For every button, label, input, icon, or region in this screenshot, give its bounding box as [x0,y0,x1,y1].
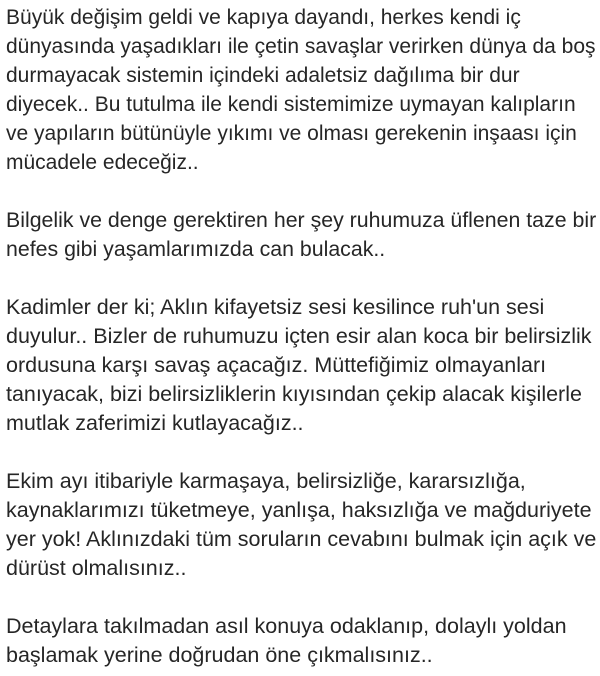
text-line: duyulur.. Bizler de ruhumuzu içten esir alan koca bir belirsizlik [6,324,592,348]
text-line: nefes gibi yaşamlarımızda can bulacak.. [6,237,386,261]
text-line: Detaylara takılmadan asıl konuya odaklanıp, dolaylı yoldan [6,614,567,638]
text-line: mutlak zaferimizi kutlayacağız.. [6,411,304,435]
text-line: dünyasında yaşadıkları ile çetin savaşlar verirken dünya da boş [6,34,596,58]
text-line: durmayacak sistemin içindeki adaletsiz dağılıma bir dur [6,63,520,87]
text-line: Bilgelik ve denge gerektiren her şey ruhumuza üflenen taze bir [6,208,597,232]
text-line: başlamak yerine doğrudan öne çıkmalısınız.. [6,643,433,667]
paragraph-1 [6,3,600,177]
text-line: diyecek.. Bu tutulma ile kendi sistemimize uymayan kalıpların [6,92,576,116]
text-line: dürüst olmalısınız.. [6,556,187,580]
text-line: Ekim ayı itibariyle karmaşaya, belirsizliğe, kararsızlığa, [6,469,526,493]
text-line: Büyük değişim geldi ve kapıya dayandı, herkes kendi iç [6,5,521,29]
paragraph-3 [6,293,592,438]
paragraph-4 [6,467,596,583]
text-line: yer yok! Aklınızdaki tüm soruların cevabını bulmak için açık ve [6,527,597,551]
text-line: kaynaklarımızı tüketmeye, yanlışa, haksızlığa ve mağduriyete [6,498,592,522]
text-line: ve yapıların bütünüyle yıkımı ve olması gerekenin inşaası için [6,121,577,145]
paragraph-5 [6,612,567,670]
text-line: tanıyacak, bizi belirsizliklerin kıyısından çekip alacak kişilerle [6,382,582,406]
text-line: Kadimler der ki; Aklın kifayetsiz sesi kesilince ruh'un sesi [6,295,545,319]
text-line: ordusuna karşı savaş açacağız. Müttefiğimiz olmayanları [6,353,547,377]
text-line: mücadele edeceğiz.. [6,150,199,174]
paragraph-2 [6,206,600,264]
